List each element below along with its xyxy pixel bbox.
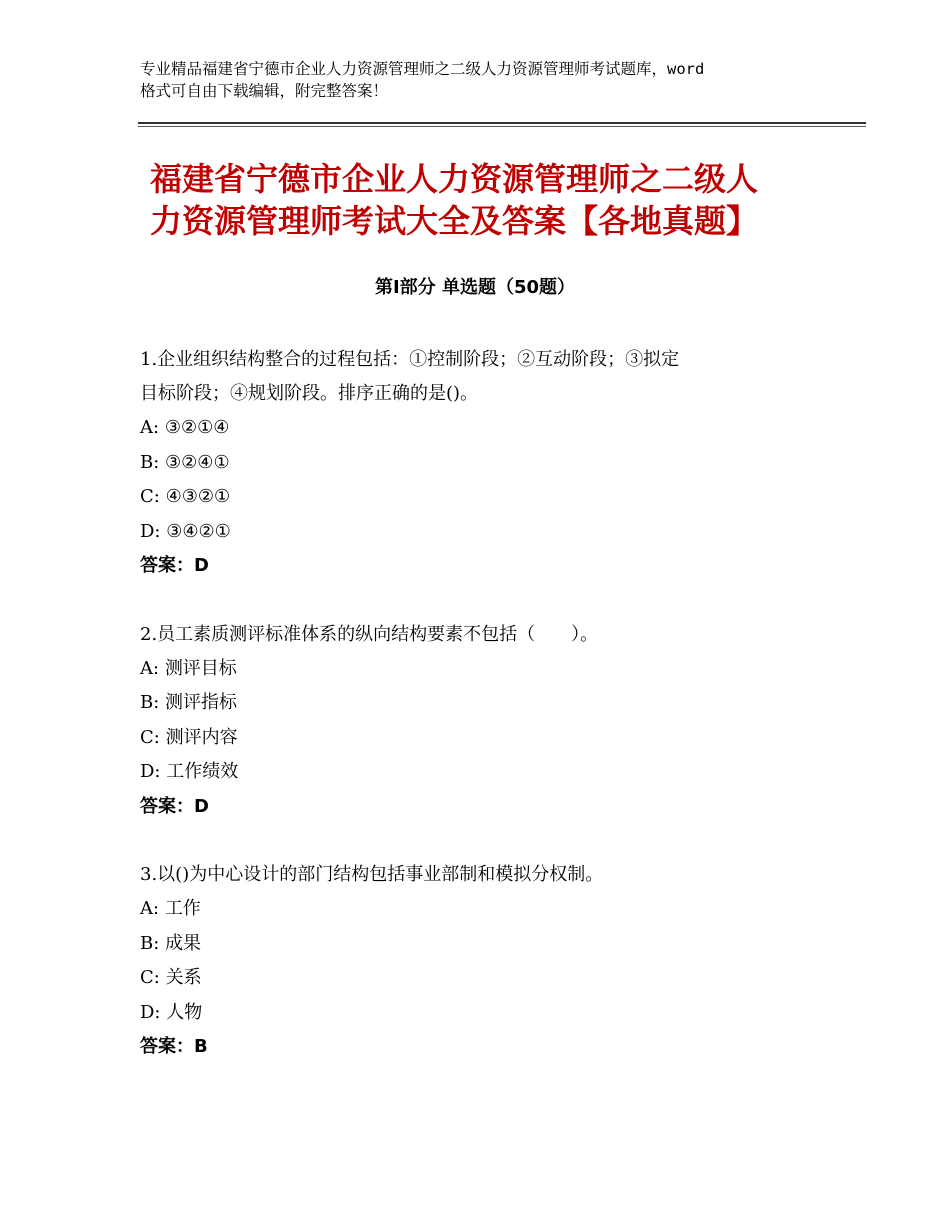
question-stem-line: 2.员工素质测评标准体系的纵向结构要素不包括（ ）。 bbox=[140, 623, 599, 645]
option-a bbox=[140, 892, 820, 927]
header-note bbox=[140, 58, 820, 102]
option-a bbox=[140, 652, 820, 687]
question-list bbox=[140, 343, 820, 1099]
option-text: 测评目标 bbox=[164, 657, 237, 679]
option-d bbox=[140, 996, 820, 1031]
question-2 bbox=[140, 618, 820, 825]
section-heading: 第Ⅰ部分 单选题（50题） bbox=[374, 277, 575, 298]
option-text: 成果 bbox=[165, 932, 202, 954]
question-stem bbox=[140, 343, 820, 411]
option-letter: B: bbox=[140, 692, 160, 713]
option-text: 工作 bbox=[164, 898, 201, 919]
option-d bbox=[140, 515, 820, 550]
option-letter: D: bbox=[140, 1001, 161, 1023]
option-letter: B: bbox=[140, 451, 160, 473]
question-stem-line: 3.以()为中心设计的部门结构包括事业部制和模拟分权制。 bbox=[140, 864, 604, 885]
option-text: ③②①④ bbox=[164, 417, 230, 438]
answer-line: 答案：D bbox=[140, 555, 209, 576]
option-a bbox=[140, 411, 820, 446]
option-c bbox=[140, 721, 820, 756]
answer-line: 答案：B bbox=[140, 1036, 208, 1057]
question-3 bbox=[140, 858, 820, 1065]
option-letter: C: bbox=[140, 967, 160, 988]
header-note-line-1: 专业精品福建省宁德市企业人力资源管理师之二级人力资源管理师考试题库，word bbox=[140, 60, 705, 78]
option-text: 测评指标 bbox=[165, 692, 238, 713]
document-title bbox=[150, 158, 840, 242]
option-letter: C: bbox=[140, 486, 160, 507]
option-text: 测评内容 bbox=[165, 726, 238, 748]
option-letter: A: bbox=[140, 898, 160, 919]
document-title-line-2: 力资源管理师考试大全及答案【各地真题】 bbox=[150, 202, 759, 240]
option-c bbox=[140, 961, 820, 996]
option-d bbox=[140, 755, 820, 790]
answer-line: 答案：D bbox=[140, 795, 209, 817]
header-rule-thick bbox=[138, 122, 866, 124]
option-c bbox=[140, 480, 820, 515]
header-rule-thin bbox=[138, 126, 866, 127]
option-letter: C: bbox=[140, 726, 160, 748]
question-stem-line: 目标阶段；④规划阶段。排序正确的是()。 bbox=[140, 383, 479, 404]
option-letter: D: bbox=[140, 761, 161, 782]
option-text: 关系 bbox=[165, 967, 202, 988]
header-note-line-2: 格式可自由下载编辑，附完整答案！ bbox=[140, 82, 389, 100]
option-b bbox=[140, 686, 820, 721]
option-letter: B: bbox=[140, 932, 160, 954]
question-stem bbox=[140, 858, 820, 892]
option-text: 工作绩效 bbox=[166, 761, 239, 782]
option-b bbox=[140, 927, 820, 962]
option-text: 人物 bbox=[166, 1001, 203, 1023]
question-stem bbox=[140, 618, 820, 652]
option-b bbox=[140, 446, 820, 481]
option-letter: A: bbox=[140, 417, 160, 438]
option-letter: A: bbox=[140, 657, 160, 679]
question-stem-line: 1.企业组织结构整合的过程包括：①控制阶段；②互动阶段；③拟定 bbox=[140, 349, 680, 370]
option-text: ④③②① bbox=[165, 486, 231, 507]
option-letter: D: bbox=[140, 520, 161, 542]
option-text: ③②④① bbox=[165, 451, 230, 473]
document-title-line-1: 福建省宁德市企业人力资源管理师之二级人 bbox=[150, 160, 759, 198]
option-text: ③④②① bbox=[166, 520, 231, 542]
question-1 bbox=[140, 343, 820, 584]
